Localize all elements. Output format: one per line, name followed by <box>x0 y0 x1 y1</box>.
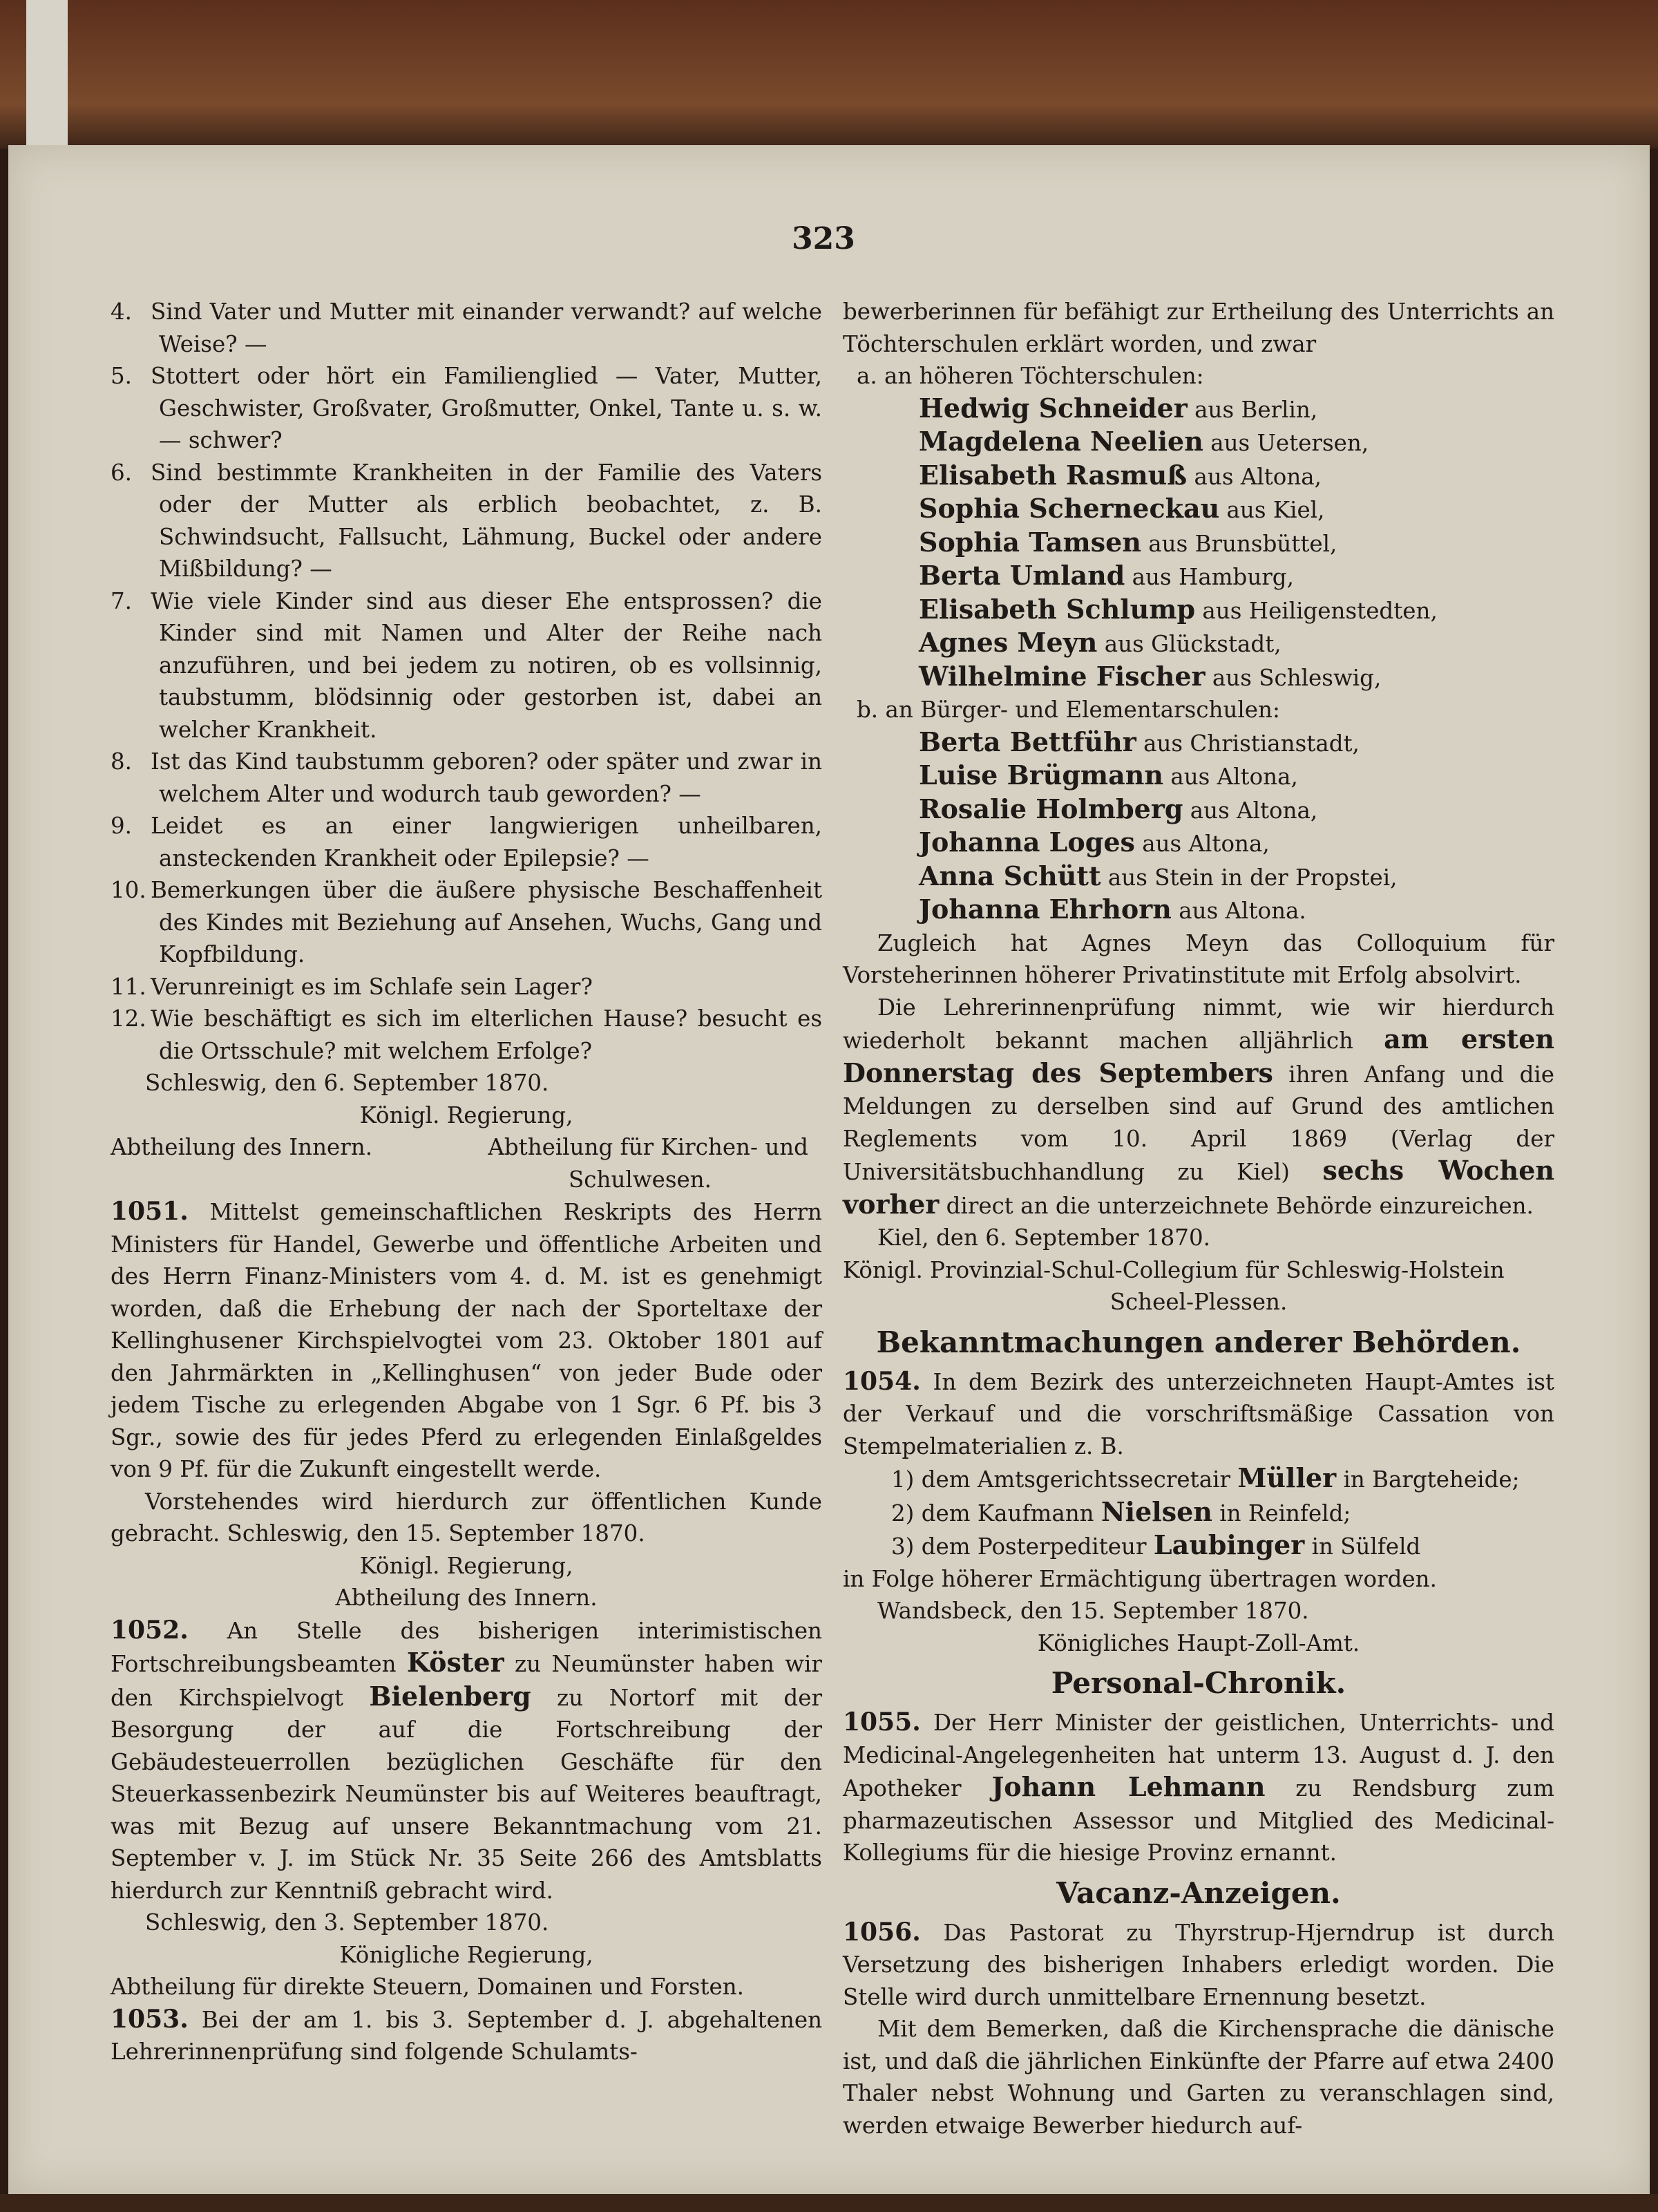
question-item: 12. Wie beschäftigt es sich im elterlichen Hause? besucht es die Ortsschule? mit welchem Erfolge? <box>111 1005 822 1064</box>
list-item: Rosalie Holmberg aus Altona, <box>919 793 1318 824</box>
notice-number: 1054. <box>843 1366 921 1396</box>
authority-line: Königl. Provinzial-Schul-Collegium für Schleswig-Holstein <box>843 1256 1505 1283</box>
list-item: Magdelena Neelien aus Uetersen, <box>919 426 1369 457</box>
candidate-list-a <box>843 393 1554 694</box>
list-b-heading: b. an Bürger- und Elementarschulen: <box>857 697 1280 723</box>
list-item: Anna Schütt aus Stein in der Propstei, <box>919 860 1398 891</box>
department-line: Abtheilung des Innern. <box>335 1585 598 1611</box>
notice-number: 1053. <box>111 2004 189 2034</box>
list-item: Wilhelmine Fischer aus Schleswig, <box>919 660 1382 692</box>
list-item: Luise Brügmann aus Altona, <box>919 759 1298 791</box>
left-column <box>111 296 822 2068</box>
department-right-cont: Schulwesen. <box>569 1166 712 1193</box>
right-column <box>843 296 1554 2142</box>
notice-1052: 1052. An Stelle des bisherigen interimistischen Fortschreibungsbeamten Köster zu Neumünster haben wir den Kirchspielvogt Bielenberg zu Nortorf mit der Besorgung der auf die Fortschreibung der Gebäudesteuerrollen bezüglichen Geschäfte für den Steuerkassenbezirk Neumünster bis auf Weiteres beauftragt, was mit Bezug auf unsere Bekanntmachung vom 21. September v. J. im Stück Nr. 35 Seite 266 des Amtsblatts hierdurch zur Kenntniß gebracht wird. <box>111 1615 822 1904</box>
question-item: 9. Leidet es an einer langwierigen unheilbaren, ansteckenden Krankheit oder Epilepsie? — <box>111 813 822 871</box>
authority-line: Königliches Haupt-Zoll-Amt. <box>1037 1629 1360 1656</box>
list-item: 3) dem Posterpediteur Laubinger in Sülfeld <box>891 1529 1421 1560</box>
list-item: 2) dem Kaufmann Nielsen in Reinfeld; <box>891 1495 1351 1527</box>
department-row <box>111 1131 822 1164</box>
paragraph: Zugleich hat Agnes Meyn das Colloquium für Vorsteherinnen höherer Privatinstitute mit Erfolg absolvirt. <box>843 929 1554 988</box>
document-page <box>8 145 1650 2194</box>
scan-background-top <box>0 0 1658 149</box>
list-item: Elisabeth Schlump aus Heiligenstedten, <box>919 593 1438 625</box>
page-number: 323 <box>792 221 855 256</box>
date-line: Kiel, den 6. September 1870. <box>877 1225 1210 1251</box>
person-name: Köster <box>406 1647 504 1678</box>
notice-number: 1052. <box>111 1615 189 1645</box>
list-item: Johanna Loges aus Altona, <box>919 826 1270 858</box>
section-heading: Vacanz-Anzeigen. <box>1056 1875 1341 1910</box>
person-name: Johann Lehmann <box>991 1771 1266 1802</box>
list-item: Sophia Scherneckau aus Kiel, <box>919 493 1325 524</box>
date-line: Schleswig, den 6. September 1870. <box>145 1070 549 1096</box>
question-item: 4. Sind Vater und Mutter mit einander verwandt? auf welche Weise? — <box>111 299 822 357</box>
notice-number: 1055. <box>843 1708 921 1737</box>
notice-1053-cont: bewerberinnen für befähigt zur Ertheilung des Unterrichts an Töchterschulen erklärt worden, und zwar <box>843 299 1554 357</box>
date-line: Schleswig, den 3. September 1870. <box>145 1909 549 1936</box>
paragraph: Mit dem Bemerken, daß die Kirchensprache die dänische ist, und daß die jährlichen Einkünfte der Pfarre auf etwa 2400 Thaler nebst Wohnung und Garten zu veranschlagen sind, werden etwaige Bewerber hiedurch auf- <box>843 2016 1554 2139</box>
notice-1053: 1053. Bei der am 1. bis 3. September d. J. abgehaltenen Lehrerinnenprüfung sind folgende Schulamts- <box>111 2004 822 2065</box>
list-a-heading: a. an höheren Töchterschulen: <box>857 363 1204 389</box>
list-item: Sophia Tamsen aus Brunsbüttel, <box>919 526 1337 558</box>
list-item: Agnes Meyn aus Glückstadt, <box>919 627 1281 658</box>
department-left: Abtheilung des Innern. <box>111 1134 373 1160</box>
section-heading: Bekanntmachungen anderer Behörden. <box>876 1325 1521 1359</box>
authority-line: Königliche Regierung, <box>339 1941 593 1968</box>
authority-line: Königl. Regierung, <box>359 1102 573 1128</box>
person-name: Bielenberg <box>369 1680 531 1712</box>
notice-number: 1051. <box>111 1197 189 1226</box>
list-item: Johanna Ehrhorn aus Altona. <box>919 894 1306 925</box>
notice-1051-cont: Vorstehendes wird hierdurch zur öffentlichen Kunde gebracht. Schleswig, den 15. September 1870. <box>111 1488 822 1547</box>
scan-background-bottom <box>0 2194 1658 2212</box>
question-item: 11. Verunreinigt es im Schlafe sein Lager? <box>111 973 593 1000</box>
question-item: 5. Stottert oder hört ein Familienglied — Vater, Mutter, Geschwister, Großvater, Großmutter, Onkel, Tante u. s. w. — schwer? <box>111 363 822 453</box>
question-item: 10. Bemerkungen über die äußere physische Beschaffenheit des Kindes mit Beziehung auf Ansehen, Wuchs, Gang und Kopfbildung. <box>111 877 822 967</box>
signature-line: Scheel-Plessen. <box>1109 1289 1288 1315</box>
list-item: 1) dem Amtsgerichtssecretair Müller in Bargteheide; <box>891 1462 1520 1493</box>
notice-1055: 1055. Der Herr Minister der geistlichen, Unterrichts- und Medicinal-Angelegenheiten hat unterm 13. August d. J. den Apotheker Johann Lehmann zu Rendsburg zum pharmazeutischen Assessor und Mitglied des Medicinal-Kollegiums für die hiesige Provinz ernannt. <box>843 1708 1554 1866</box>
authority-line: Königl. Regierung, <box>359 1552 573 1579</box>
list-item: Berta Umland aus Hamburg, <box>919 560 1294 591</box>
notice-1051: 1051. Mittelst gemeinschaftlichen Reskripts des Herrn Ministers für Handel, Gewerbe und öffentliche Arbeiten und des Herrn Finanz-Ministers vom 4. d. M. ist es genehmigt worden, daß die Erhebung der nach der Sporteltaxe der Kellinghusener Kirchspielvogtei vom 23. Oktober 1801 auf den Jahrmärkten in „Kellinghusen“ von jeder Bude oder jedem Tische zu erlegenden Abgabe von 1 Sgr. 6 Pf. bis 3 Sgr., sowie des für jedes Pferd zu erlegenden Einlaßgeldes von 9 Pf. für die Zukunft eingestellt werde. <box>111 1197 822 1482</box>
department-right: Abtheilung für Kirchen- und <box>488 1134 808 1160</box>
candidate-list-b <box>843 726 1554 927</box>
list-item: Berta Bettführ aus Christianstadt, <box>919 726 1360 757</box>
paper-tab <box>26 0 68 145</box>
section-heading: Personal-Chronik. <box>1051 1666 1346 1700</box>
notice-number: 1056. <box>843 1917 921 1947</box>
list-item: Elisabeth Rasmuß aus Altona, <box>919 459 1322 491</box>
question-list <box>111 296 822 1067</box>
paragraph: Die Lehrerinnenprüfung nimmt, wie wir hierdurch wiederholt bekannt machen alljährlich am ersten Donnerstag des Septembers ihren Anfang und die Meldungen zu derselben sind auf Grund des amtlichen Reglements vom 10. April 1869 (Verlag der Universitätsbuchhandlung zu Kiel) sechs Wochen vorher direct an die unterzeichnete Behörde einzureichen. <box>843 994 1554 1220</box>
question-item: 8. Ist das Kind taubstumm geboren? oder später und zwar in welchem Alter und wodurch taub geworden? — <box>111 748 822 807</box>
paragraph: in Folge höherer Ermächtigung übertragen worden. <box>843 1565 1437 1592</box>
question-item: 7. Wie viele Kinder sind aus dieser Ehe entsprossen? die Kinder sind mit Namen und Alter der Reihe nach anzuführen, und bei jedem zu notiren, ob es vollsinnig, taubstumm, blödsinnig oder gestorben ist, dabei an welcher Krankheit. <box>111 587 822 743</box>
notice-1054: 1054. In dem Bezirk des unterzeichneten Haupt-Amtes ist der Verkauf und die vorschriftsmäßige Cassation von Stempelmaterialien z. B. <box>843 1366 1554 1459</box>
enumeration <box>843 1462 1554 1563</box>
question-item: 6. Sind bestimmte Krankheiten in der Familie des Vaters oder der Mutter als erblich beobachtet, z. B. Schwindsucht, Fallsucht, Lähmung, Buckel oder andere Mißbildung? — <box>111 459 822 582</box>
notice-1056: 1056. Das Pastorat zu Thyrstrup-Hjerndrup ist durch Versetzung des bisherigen Inhabers erledigt worden. Die Stelle wird durch unmittelbare Ernennung besetzt. <box>843 1917 1554 2010</box>
department-line: Abtheilung für direkte Steuern, Domainen und Forsten. <box>111 1974 744 2000</box>
date-line: Wandsbeck, den 15. September 1870. <box>877 1598 1309 1624</box>
list-item: Hedwig Schneider aus Berlin, <box>919 392 1318 424</box>
